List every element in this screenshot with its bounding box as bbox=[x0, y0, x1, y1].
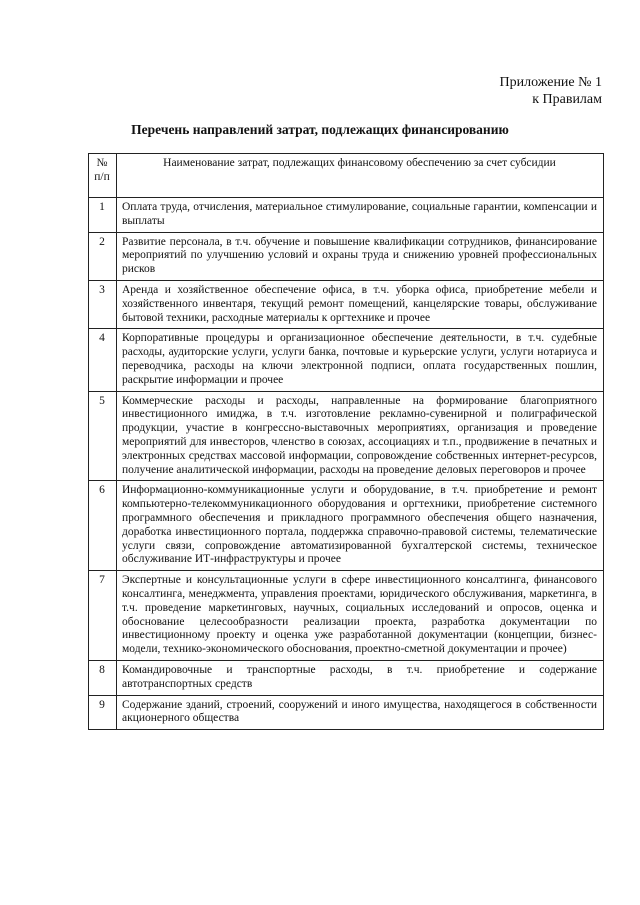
row-description: Экспертные и консультационные услуги в сфере инвестиционного консалтинга, финансового консалтинга, менеджмента, управления проектами, юридического обслуживания, маркетинга, в т.ч. проведение маркетинговых, научных, социальных исследований и опросов, оценка и обоснование целесообразности реализации проекта, разработка документации по инвестиционному проекту и оценка уже разработанной документации (концепции, бизнес-модели, технико-экономического обоснования, проектно-сметной документации и прочее) bbox=[117, 571, 604, 661]
appendix-reference bbox=[500, 74, 603, 108]
row-number: 8 bbox=[89, 660, 117, 695]
header-number-abbrev: п/п bbox=[94, 170, 110, 183]
row-number: 3 bbox=[89, 280, 117, 328]
row-description: Корпоративные процедуры и организационное обеспечение деятельности, в т.ч. судебные расходы, аудиторские услуги, услуги банка, почтовые и курьерские услуги, услуги нотариуса и переводчика, расходы на ключи электронной подписи, оплата государственных пошлин, раскрытие информации и прочее bbox=[117, 329, 604, 391]
row-number: 9 bbox=[89, 695, 117, 730]
document-title: Перечень направлений затрат, подлежащих финансированию bbox=[131, 122, 509, 137]
row-number: 6 bbox=[89, 481, 117, 571]
row-number: 5 bbox=[89, 391, 117, 481]
table-row bbox=[89, 481, 604, 571]
table-row bbox=[89, 329, 604, 391]
header-number-symbol: № bbox=[96, 157, 108, 169]
row-description: Содержание зданий, строений, сооружений и иного имущества, находящегося в собственности акционерного общества bbox=[117, 695, 604, 730]
table-header-row bbox=[89, 154, 604, 198]
row-description: Коммерческие расходы и расходы, направленные на формирование благоприятного инвестиционного имиджа, в т.ч. изготовление рекламно-сувенирной и полиграфической продукции, участие в конгрессно-выставочных мероприятиях, организация и проведение мероприятий для инвесторов, членство в союзах, ассоциациях и т.п., продвижение в печатных и электронных средствах массовой информации, сопровождение собственных интернет-ресурсов, получение аналитической информации, расходы на проведение деловых переговоров и прочее bbox=[117, 391, 604, 481]
row-number: 7 bbox=[89, 571, 117, 661]
row-number: 4 bbox=[89, 329, 117, 391]
row-description: Информационно-коммуникационные услуги и оборудование, в т.ч. приобретение и ремонт компьютерно-телекоммуникационного оборудования и оргтехники, приобретение системного программного обеспечения и прикладного программного обеспечения общего назначения, доработка инвестиционного портала, поддержка справочно-правовой системы, телематические услуги связи, сопровождение автоматизированной бухгалтерской системы, техническое обслуживание ИТ-инфраструктуры и прочее bbox=[117, 481, 604, 571]
row-number: 2 bbox=[89, 232, 117, 280]
row-description: Оплата труда, отчисления, материальное стимулирование, социальные гарантии, компенсации и выплаты bbox=[117, 198, 604, 233]
table-row bbox=[89, 280, 604, 328]
header-name-cell: Наименование затрат, подлежащих финансовому обеспечению за счет субсидии bbox=[117, 154, 604, 198]
row-description: Развитие персонала, в т.ч. обучение и повышение квалификации сотрудников, финансирование мероприятий по улучшению условий и охраны труда и снижению уровней профессиональных рисков bbox=[117, 232, 604, 280]
header-number-cell bbox=[89, 154, 117, 198]
cost-directions-table bbox=[88, 153, 604, 730]
row-description: Командировочные и транспортные расходы, в т.ч. приобретение и содержание автотранспортных средств bbox=[117, 660, 604, 695]
table-row bbox=[89, 695, 604, 730]
row-number: 1 bbox=[89, 198, 117, 233]
table-row bbox=[89, 660, 604, 695]
appendix-number: Приложение № 1 bbox=[499, 75, 602, 90]
appendix-rules-ref: к Правилам bbox=[532, 92, 602, 107]
row-description: Аренда и хозяйственное обеспечение офиса, в т.ч. уборка офиса, приобретение мебели и хозяйственного инвентаря, текущий ремонт помещений, канцелярские товары, обслуживание бытовой техники, расходные материалы к оргтехнике и прочее bbox=[117, 280, 604, 328]
table-row bbox=[89, 571, 604, 661]
table-row bbox=[89, 198, 604, 233]
table-row bbox=[89, 391, 604, 481]
table-row bbox=[89, 232, 604, 280]
